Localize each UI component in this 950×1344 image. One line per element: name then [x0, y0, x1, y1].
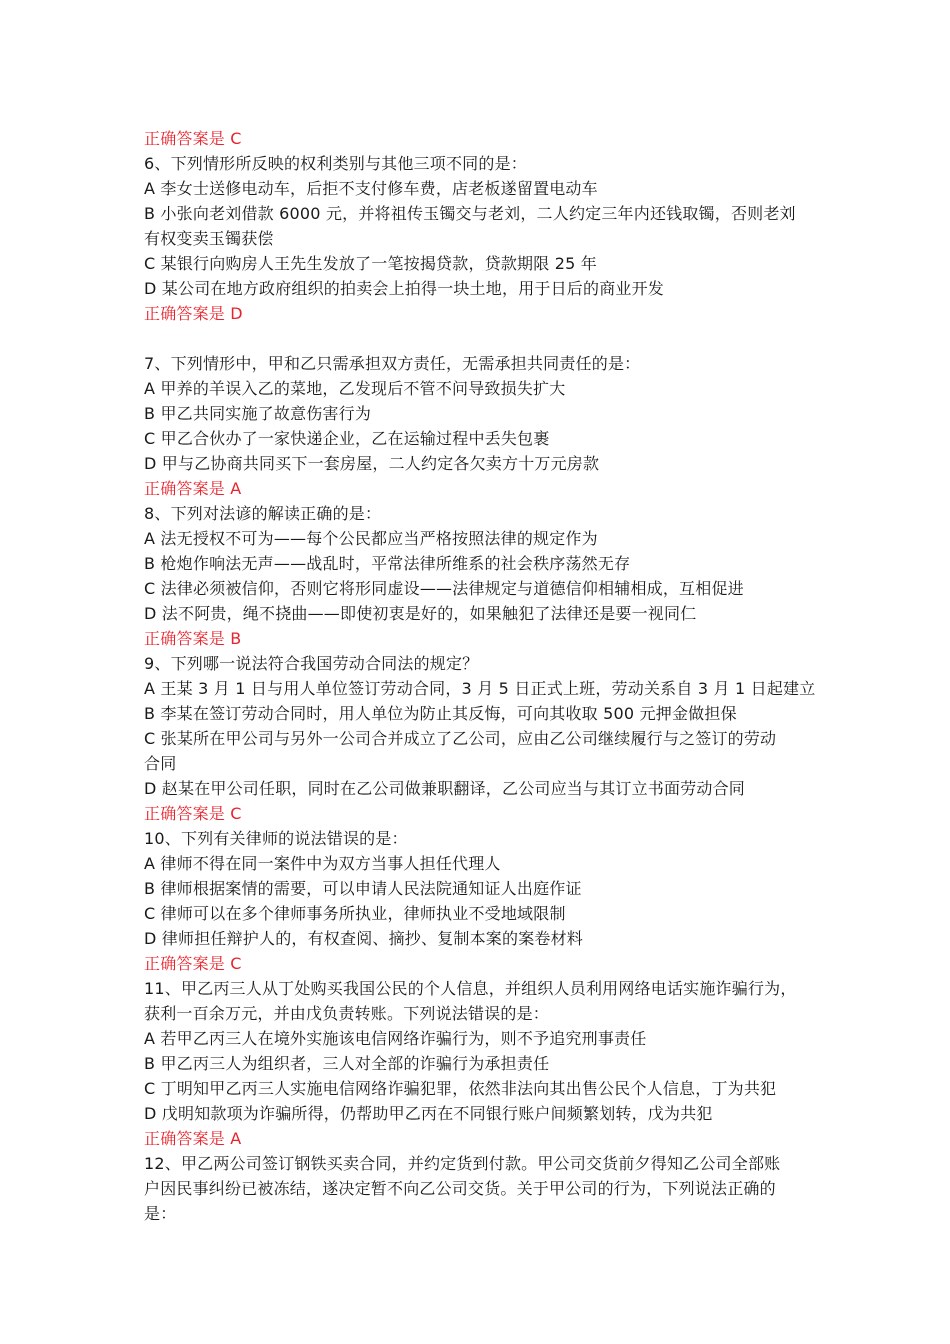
text-line: A 李女士送修电动车，后拒不支付修车费，店老板遂留置电动车 [144, 179, 598, 198]
document-body [144, 126, 816, 1226]
answer-line: 正确答案是 D [144, 304, 243, 323]
answer-line: 正确答案是 C [144, 954, 242, 973]
text-line: 8、下列对法谚的解读正确的是： [144, 504, 382, 523]
text-line: 6、下列情形所反映的权利类别与其他三项不同的是： [144, 154, 527, 173]
text-line: B 李某在签订劳动合同时，用人单位为防止其反悔，可向其收取 500 元押金做担保 [144, 704, 737, 723]
text-line: C 某银行向购房人王先生发放了一笔按揭贷款，贷款期限 25 年 [144, 254, 597, 273]
text-line: C 甲乙合伙办了一家快递企业，乙在运输过程中丢失包裹 [144, 429, 550, 448]
answer-line: 正确答案是 C [144, 804, 242, 823]
answer-line: 正确答案是 A [144, 1129, 242, 1148]
text-line: 是： [144, 1204, 177, 1223]
text-line: D 某公司在地方政府组织的拍卖会上拍得一块土地，用于日后的商业开发 [144, 279, 665, 298]
text-line: A 律师不得在同一案件中为双方当事人担任代理人 [144, 854, 501, 873]
text-line: D 赵某在甲公司任职，同时在乙公司做兼职翻译，乙公司应当与其订立书面劳动合同 [144, 779, 746, 798]
answer-line: 正确答案是 A [144, 479, 242, 498]
text-line: D 甲与乙协商共同买下一套房屋，二人约定各欠卖方十万元房款 [144, 454, 600, 473]
text-line: D 律师担任辩护人的，有权查阅、摘抄、复制本案的案卷材料 [144, 929, 584, 948]
answer-line: 正确答案是 B [144, 629, 242, 648]
text-line: C 丁明知甲乙丙三人实施电信网络诈骗犯罪，依然非法向其出售公民个人信息，丁为共犯 [144, 1079, 777, 1098]
text-line: D 戊明知款项为诈骗所得，仍帮助甲乙丙在不同银行账户间频繁划转，戊为共犯 [144, 1104, 713, 1123]
text-line: A 甲养的羊误入乙的菜地，乙发现后不管不问导致损失扩大 [144, 379, 566, 398]
text-line: 11、甲乙丙三人从丁处购买我国公民的个人信息，并组织人员利用网络电话实施诈骗行为， [144, 979, 797, 998]
text-line: 7、下列情形中，甲和乙只需承担双方责任，无需承担共同责任的是： [144, 354, 641, 373]
blank-line [144, 326, 812, 351]
text-line: A 法无授权不可为——每个公民都应当严格按照法律的规定作为 [144, 529, 598, 548]
text-line: A 若甲乙丙三人在境外实施该电信网络诈骗行为，则不予追究刑事责任 [144, 1029, 647, 1048]
text-line: C 律师可以在多个律师事务所执业，律师执业不受地域限制 [144, 904, 566, 923]
text-line: 户因民事纠纷已被冻结，遂决定暂不向乙公司交货。关于甲公司的行为，下列说法正确的 [144, 1179, 776, 1198]
text-line: B 甲乙丙三人为组织者，三人对全部的诈骗行为承担责任 [144, 1054, 550, 1073]
text-line: C 张某所在甲公司与另外一公司合并成立了乙公司，应由乙公司继续履行与之签订的劳动 [144, 729, 777, 748]
text-line: 有权变卖玉镯获偿 [144, 229, 274, 248]
text-line: B 律师根据案情的需要，可以申请人民法院通知证人出庭作证 [144, 879, 582, 898]
text-line: 合同 [144, 754, 177, 773]
text-line: 获利一百余万元，并由戊负责转账。下列说法错误的是： [144, 1004, 550, 1023]
text-line: B 甲乙共同实施了故意伤害行为 [144, 404, 372, 423]
text-line: 10、下列有关律师的说法错误的是： [144, 829, 408, 848]
text-line: B 小张向老刘借款 6000 元，并将祖传玉镯交与老刘，二人约定三年内还钱取镯，否则老刘 [144, 204, 796, 223]
text-line: 12、甲乙两公司签订钢铁买卖合同，并约定货到付款。甲公司交货前夕得知乙公司全部账 [144, 1154, 781, 1173]
text-line: A 王某 3 月 1 日与用人单位签订劳动合同，3 月 5 日正式上班，劳动关系自 3 月 1 日起建立 [144, 679, 816, 698]
text-line: 9、下列哪一说法符合我国劳动合同法的规定？ [144, 654, 479, 673]
text-line: D 法不阿贵，绳不挠曲——即使初衷是好的，如果触犯了法律还是要一视同仁 [144, 604, 697, 623]
text-line: C 法律必须被信仰，否则它将形同虚设——法律规定与道德信仰相辅相成，互相促进 [144, 579, 744, 598]
answer-line: 正确答案是 C [144, 129, 242, 148]
text-line: B 枪炮作响法无声——战乱时，平常法律所维系的社会秩序荡然无存 [144, 554, 631, 573]
